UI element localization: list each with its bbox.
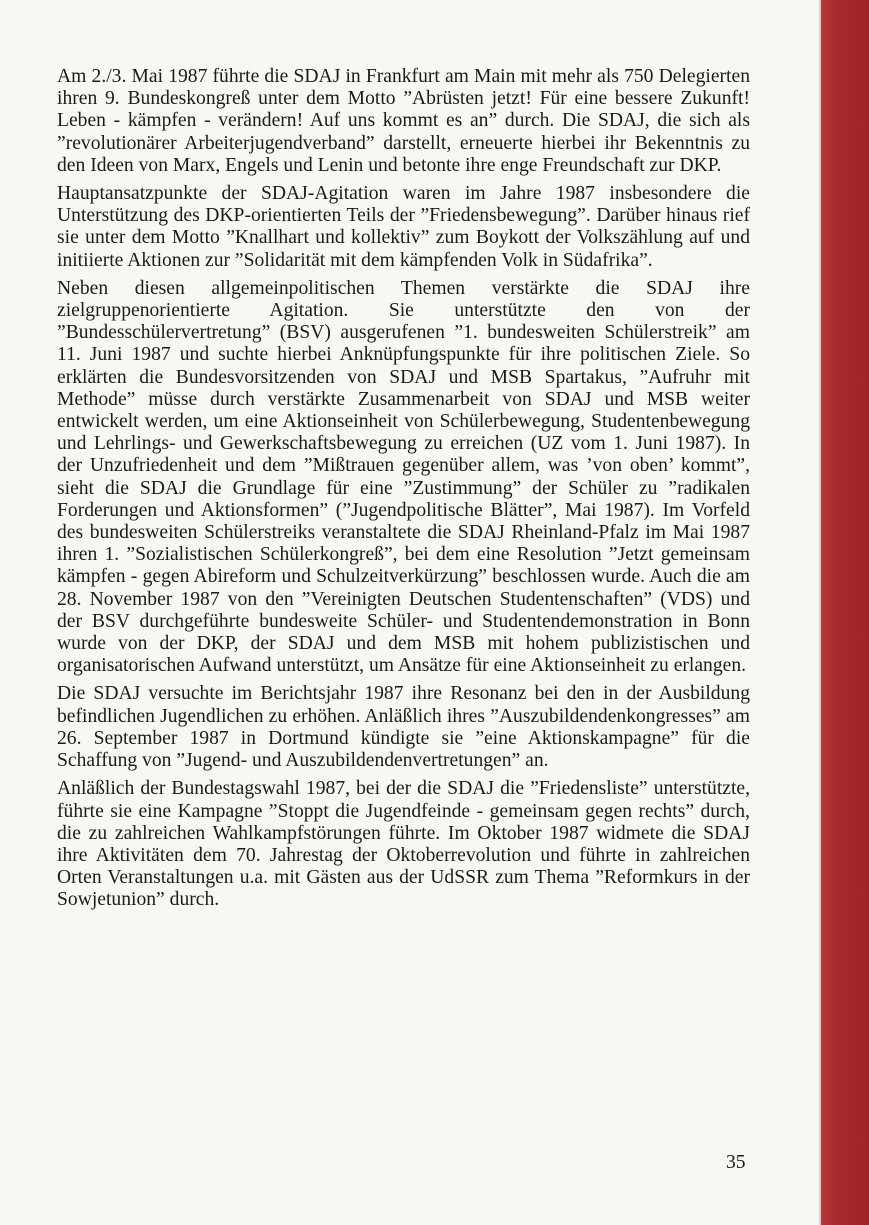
- paragraph-2: Hauptansatzpunkte der SDAJ-Agitation waren im Jahre 1987 insbesondere die Unterstützung des DKP-orientierten Teils der ”Friedensbewegung”. Darüber hinaus rief sie unter dem Motto ”Knallhart und kollektiv” zum Boykott der Volkszählung auf und initiierte Aktionen zur ”Solidarität mit dem kämpfenden Volk in Südafrika”.: [57, 183, 750, 271]
- paragraph-5: Anläßlich der Bundestagswahl 1987, bei der die SDAJ die ”Friedensliste” unterstützte, führte sie eine Kampagne ”Stoppt die Jugendfeinde - gemeinsam gegen rechts” durch, die zu zahlreichen Wahlkampfstörungen führte. Im Oktober 1987 widmete die SDAJ ihre Aktivitäten dem 70. Jahrestag der Oktoberrevolution und führte in zahlreichen Orten Veranstaltungen u.a. mit Gästen aus der UdSSR zum Thema ”Reformkurs in der Sowjetunion” durch.: [57, 778, 750, 911]
- paragraph-1: Am 2./3. Mai 1987 führte die SDAJ in Frankfurt am Main mit mehr als 750 Delegierten ihren 9. Bundeskongreß unter dem Motto ”Abrüsten jetzt! Für eine bessere Zukunft! Leben - kämpfen - verändern! Auf uns kommt es an” durch. Die SDAJ, die sich als ”revolutionärer Arbeiterjugendverband” darstellt, erneuerte hierbei ihr Bekenntnis zu den Ideen von Marx, Engels und Lenin und betonte ihre enge Freundschaft zur DKP.: [57, 66, 750, 176]
- red-page-edge: [821, 0, 869, 1225]
- body-text: [57, 66, 750, 918]
- paragraph-4: Die SDAJ versuchte im Berichtsjahr 1987 ihre Resonanz bei den in der Ausbildung befindlichen Jugendlichen zu erhöhen. Anläßlich ihres ”Auszubildendenkongresses” am 26. September 1987 in Dortmund kündigte sie ”eine Aktionskampagne” für die Schaffung von ”Jugend- und Auszubildendenvertretungen” an.: [57, 683, 750, 772]
- page-number: 35: [726, 1152, 746, 1173]
- paragraph-3: Neben diesen allgemeinpolitischen Themen verstärkte die SDAJ ihre zielgruppenorientierte Agitation. Sie unterstützte den von der ”Bundesschülervertretung” (BSV) ausgerufenen ”1. bundesweiten Schülerstreik” am 11. Juni 1987 und suchte hierbei Anknüpfungspunkte für ihre politischen Ziele. So erklärten die Bundesvorsitzenden von SDAJ und MSB Spartakus, ”Aufruhr mit Methode” müsse durch verstärkte Zusammenarbeit von SDAJ und MSB weiter entwickelt werden, um eine Aktionseinheit von Schülerbewegung, Studentenbewegung und Lehrlings- und Gewerkschaftsbewegung zu erreichen (UZ vom 1. Juni 1987). In der Unzufriedenheit und dem ”Mißtrauen gegenüber allem, was ’von oben’ kommt”, sieht die SDAJ die Grundlage für eine ”Zustimmung” der Schüler zu ”radikalen Forderungen und Aktionsformen” (”Jugendpolitische Blätter”, Mai 1987). Im Vorfeld des bundesweiten Schülerstreiks veranstaltete die SDAJ Rheinland-Pfalz im Mai 1987 ihren 1. ”Sozialistischen Schülerkongreß”, bei dem eine Resolution ”Jetzt gemeinsam kämpfen - gegen Abireform und Schulzeitverkürzung” beschlossen wurde. Auch die am 28. November 1987 von den ”Vereinigten Deutschen Studentenschaften” (VDS) und der BSV durchgeführte bundesweite Schüler- und Studentendemonstration in Bonn wurde von der DKP, der SDAJ und dem MSB mit hohem publizistischen und organisatorischen Aufwand unterstützt, um Ansätze für eine Aktionseinheit zu erlangen.: [57, 277, 750, 677]
